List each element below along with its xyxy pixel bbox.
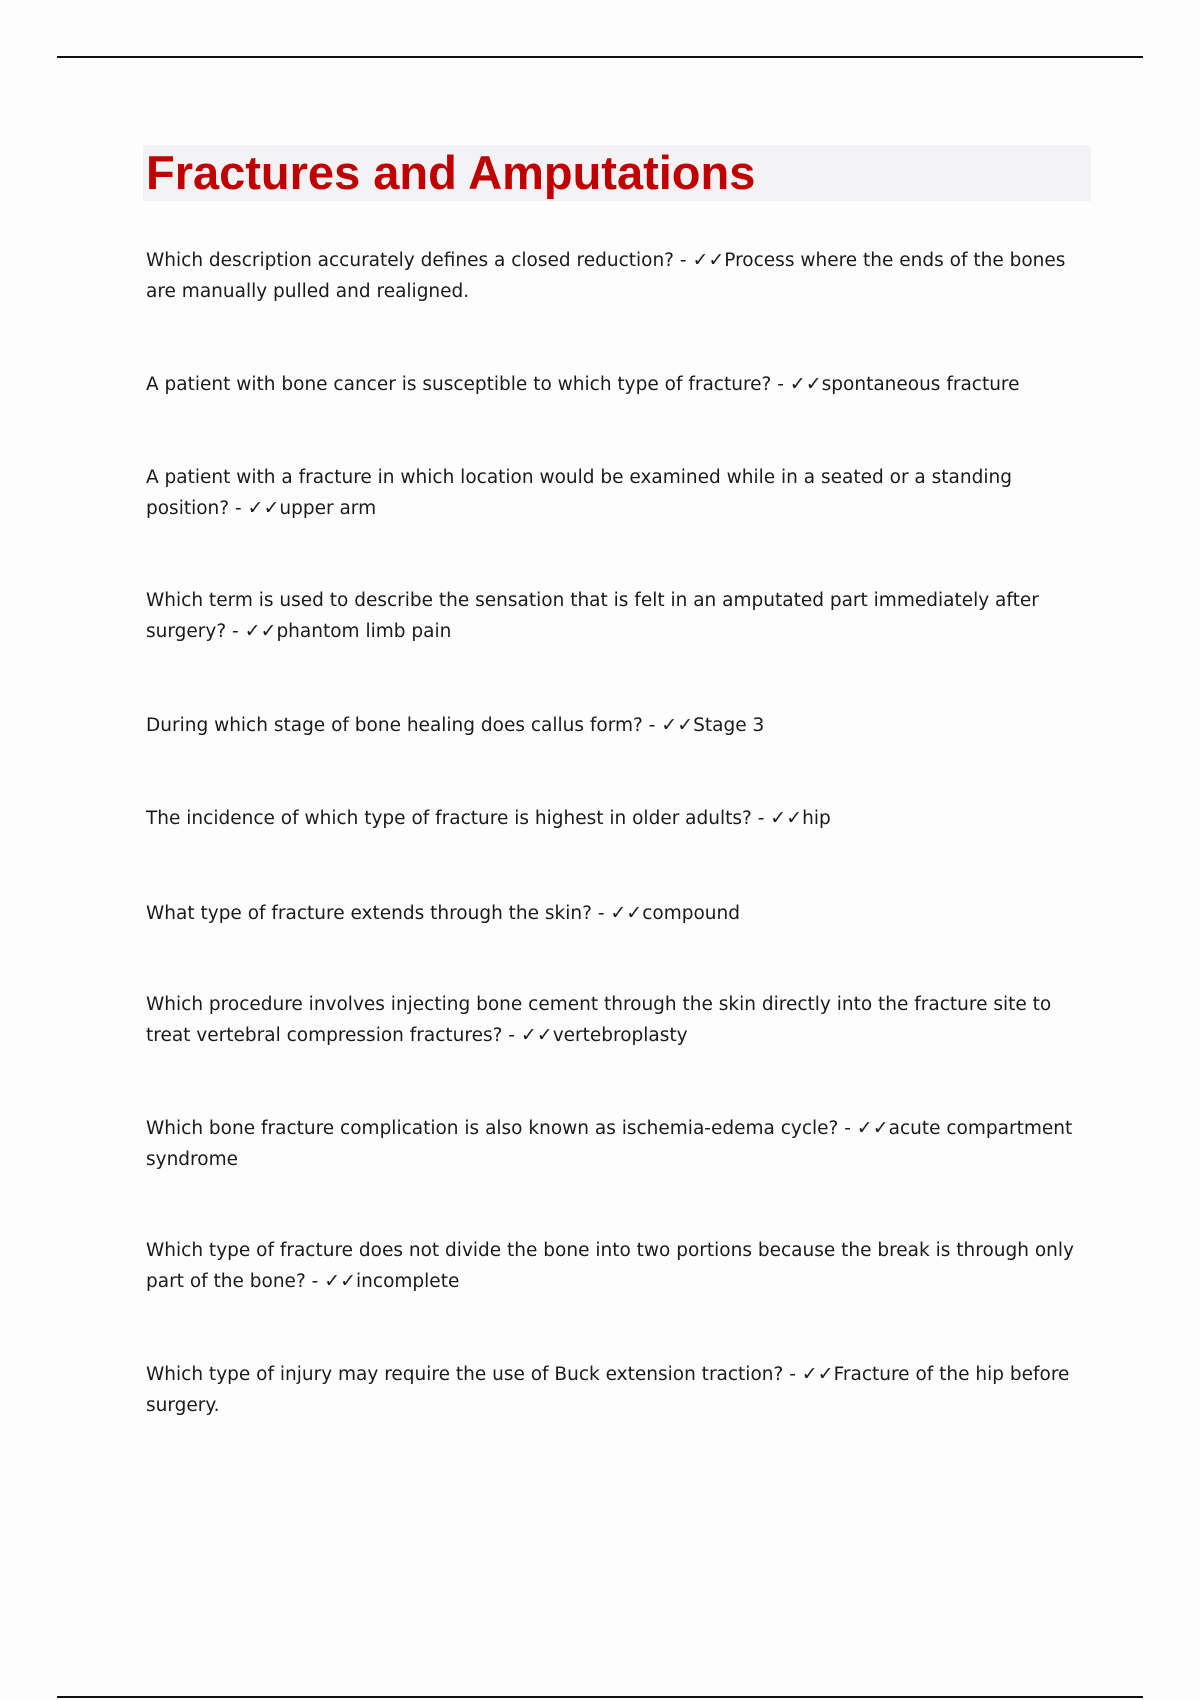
separator: - [591, 903, 611, 924]
answer-text: Stage 3 [693, 715, 765, 736]
separator: - [674, 250, 693, 271]
answer-text: incomplete [356, 1271, 460, 1292]
qa-item [146, 1113, 1091, 1175]
question-text: Which bone fracture complication is also known as ischemia-edema cycle? [146, 1118, 839, 1139]
question-text: Which procedure involves injecting bone cement through the skin directly into the fracture site to treat vertebral compression fractures? [146, 994, 1052, 1046]
separator: - [783, 1364, 802, 1385]
question-text: A patient with bone cancer is susceptible to which type of fracture? [146, 374, 772, 395]
separator: - [229, 498, 248, 519]
question-text: A patient with a fracture in which location would be examined while in a seated or a standing position? [146, 467, 1012, 519]
question-text: During which stage of bone healing does callus form? [146, 715, 643, 736]
answer-text: Process where the ends of the bones are manually pulled and realigned. [146, 250, 1066, 302]
separator: - [771, 374, 790, 395]
separator: - [751, 808, 771, 829]
check-mark-icon: ✓✓ [520, 1024, 553, 1046]
qa-item [146, 585, 1091, 647]
answer-text: upper arm [279, 498, 377, 519]
qa-item [146, 803, 1091, 834]
separator: - [502, 1025, 521, 1046]
question-text: What type of fracture extends through the skin? [146, 903, 592, 924]
question-text: The incidence of which type of fracture is highest in older adults? [146, 808, 752, 829]
separator: - [226, 621, 245, 642]
qa-item [146, 1359, 1091, 1421]
question-text: Which type of injury may require the use of Buck extension traction? [146, 1364, 784, 1385]
qa-item [146, 898, 1091, 929]
answer-text: compound [642, 903, 741, 924]
check-mark-icon: ✓✓ [661, 714, 694, 736]
answer-text: phantom limb pain [276, 621, 452, 642]
question-text: Which description accurately defines a closed reduction? [146, 250, 674, 271]
qa-item [146, 1235, 1091, 1297]
check-mark-icon: ✓✓ [324, 1270, 357, 1292]
check-mark-icon: ✓✓ [789, 373, 822, 395]
answer-text: hip [802, 808, 831, 829]
question-text: Which term is used to describe the sensation that is felt in an amputated part immediately after surgery? [146, 590, 1039, 642]
top-divider [57, 56, 1143, 58]
page-title: Fractures and Amputations [146, 146, 756, 199]
qa-item [146, 462, 1091, 524]
bottom-divider [57, 1696, 1143, 1698]
qa-item [146, 369, 1091, 400]
check-mark-icon: ✓✓ [610, 902, 643, 924]
answer-text: acute compartment syndrome [146, 1118, 1073, 1170]
separator: - [838, 1118, 857, 1139]
qa-item [146, 989, 1091, 1051]
check-mark-icon: ✓✓ [770, 807, 803, 829]
answer-text: spontaneous fracture [821, 374, 1020, 395]
check-mark-icon: ✓✓ [247, 497, 280, 519]
answer-text: Fracture of the hip before surgery. [146, 1364, 1070, 1416]
separator: - [642, 715, 662, 736]
qa-item [146, 245, 1091, 307]
check-mark-icon: ✓✓ [856, 1117, 889, 1139]
qa-item [146, 710, 1091, 741]
check-mark-icon: ✓✓ [801, 1363, 834, 1385]
separator: - [305, 1271, 325, 1292]
answer-text: vertebroplasty [552, 1025, 688, 1046]
check-mark-icon: ✓✓ [692, 249, 725, 271]
question-text: Which type of fracture does not divide the bone into two portions because the break is through only part of the bone? [146, 1240, 1074, 1292]
check-mark-icon: ✓✓ [244, 620, 277, 642]
